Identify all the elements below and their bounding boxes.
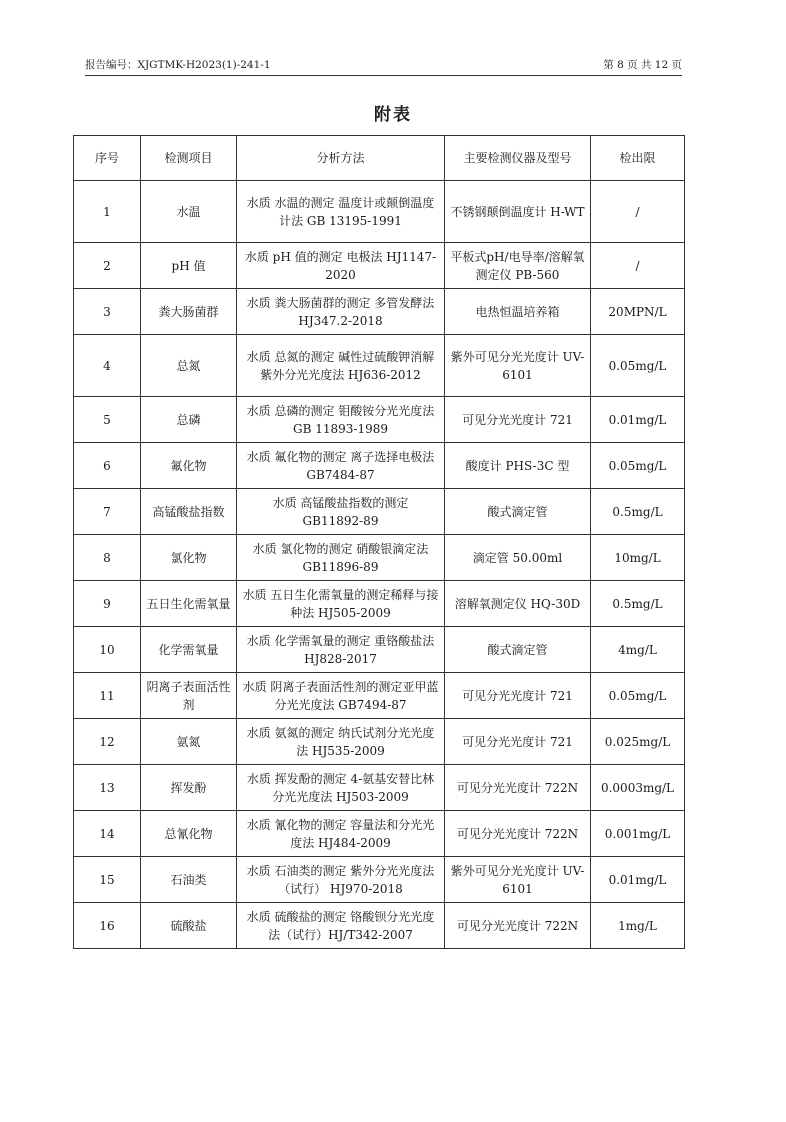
table-row	[74, 335, 685, 397]
cell-method: 水质 硫酸盐的测定 铬酸钡分光光度法（试行）HJ/T342-2007	[237, 903, 445, 949]
cell-limit: 0.001mg/L	[591, 811, 685, 857]
table-row	[74, 857, 685, 903]
cell-no: 14	[74, 811, 141, 857]
column-header-no: 序号	[74, 136, 141, 181]
cell-instrument: 紫外可见分光光度计 UV-6101	[445, 857, 591, 903]
cell-item: 氟化物	[141, 443, 237, 489]
cell-item: 石油类	[141, 857, 237, 903]
cell-instrument: 酸式滴定管	[445, 489, 591, 535]
cell-item: 水温	[141, 181, 237, 243]
column-header-limit: 检出限	[591, 136, 685, 181]
cell-no: 12	[74, 719, 141, 765]
cell-limit: 4mg/L	[591, 627, 685, 673]
cell-item: 硫酸盐	[141, 903, 237, 949]
cell-no: 9	[74, 581, 141, 627]
cell-item: 阴离子表面活性剂	[141, 673, 237, 719]
table-row	[74, 243, 685, 289]
cell-no: 1	[74, 181, 141, 243]
cell-limit: 0.5mg/L	[591, 581, 685, 627]
cell-instrument: 平板式pH/电导率/溶解氧测定仪 PB-560	[445, 243, 591, 289]
table-row	[74, 627, 685, 673]
table-row	[74, 581, 685, 627]
table-row	[74, 397, 685, 443]
cell-method: 水质 氰化物的测定 容量法和分光光度法 HJ484-2009	[237, 811, 445, 857]
cell-limit: /	[591, 181, 685, 243]
cell-item: 氯化物	[141, 535, 237, 581]
cell-method: 水质 阴离子表面活性剂的测定亚甲蓝分光光度法 GB7494-87	[237, 673, 445, 719]
cell-item: 化学需氧量	[141, 627, 237, 673]
report-number: 报告编号：XJGTMK-H2023(1)-241-1	[85, 59, 271, 71]
cell-item: 高锰酸盐指数	[141, 489, 237, 535]
cell-no: 15	[74, 857, 141, 903]
cell-limit: 0.01mg/L	[591, 397, 685, 443]
cell-limit: 1mg/L	[591, 903, 685, 949]
cell-item: 氨氮	[141, 719, 237, 765]
cell-item: 总氮	[141, 335, 237, 397]
column-header-instrument: 主要检测仪器及型号	[445, 136, 591, 181]
cell-instrument: 可见分光光度计 722N	[445, 811, 591, 857]
cell-item: 挥发酚	[141, 765, 237, 811]
cell-instrument: 电热恒温培养箱	[445, 289, 591, 335]
test-methods-table	[73, 135, 685, 949]
page-title: 附表	[374, 105, 412, 125]
table-header-row	[74, 136, 685, 181]
cell-limit: 0.05mg/L	[591, 443, 685, 489]
cell-method: 水质 粪大肠菌群的测定 多管发酵法 HJ347.2-2018	[237, 289, 445, 335]
table-row	[74, 489, 685, 535]
table-row	[74, 765, 685, 811]
cell-method: 水质 五日生化需氧量的测定稀释与接种法 HJ505-2009	[237, 581, 445, 627]
cell-instrument: 紫外可见分光光度计 UV-6101	[445, 335, 591, 397]
table-row	[74, 535, 685, 581]
column-header-item: 检测项目	[141, 136, 237, 181]
cell-no: 8	[74, 535, 141, 581]
cell-no: 3	[74, 289, 141, 335]
cell-limit: 0.5mg/L	[591, 489, 685, 535]
table-row	[74, 443, 685, 489]
column-header-method: 分析方法	[237, 136, 445, 181]
cell-limit: 10mg/L	[591, 535, 685, 581]
cell-no: 4	[74, 335, 141, 397]
cell-method: 水质 化学需氧量的测定 重铬酸盐法 HJ828-2017	[237, 627, 445, 673]
table-row	[74, 673, 685, 719]
cell-instrument: 可见分光光度计 722N	[445, 903, 591, 949]
cell-no: 16	[74, 903, 141, 949]
cell-limit: 0.0003mg/L	[591, 765, 685, 811]
cell-instrument: 不锈钢颠倒温度计 H-WT	[445, 181, 591, 243]
cell-item: 总氰化物	[141, 811, 237, 857]
table-row	[74, 719, 685, 765]
cell-no: 2	[74, 243, 141, 289]
cell-instrument: 可见分光光度计 721	[445, 719, 591, 765]
cell-limit: 0.05mg/L	[591, 335, 685, 397]
cell-instrument: 溶解氧测定仪 HQ-30D	[445, 581, 591, 627]
cell-method: 水质 总氮的测定 碱性过硫酸钾消解紫外分光光度法 HJ636-2012	[237, 335, 445, 397]
cell-item: 粪大肠菌群	[141, 289, 237, 335]
table-row	[74, 903, 685, 949]
table-row	[74, 811, 685, 857]
cell-no: 13	[74, 765, 141, 811]
cell-method: 水质 总磷的测定 钼酸铵分光光度法 GB 11893-1989	[237, 397, 445, 443]
cell-limit: 0.01mg/L	[591, 857, 685, 903]
cell-method: 水质 石油类的测定 紫外分光光度法（试行） HJ970-2018	[237, 857, 445, 903]
cell-instrument: 滴定管 50.00ml	[445, 535, 591, 581]
cell-method: 水质 氟化物的测定 离子选择电极法 GB7484-87	[237, 443, 445, 489]
cell-method: 水质 挥发酚的测定 4-氨基安替比林分光光度法 HJ503-2009	[237, 765, 445, 811]
cell-limit: 0.025mg/L	[591, 719, 685, 765]
table-row	[74, 289, 685, 335]
cell-method: 水质 水温的测定 温度计或颠倒温度计法 GB 13195-1991	[237, 181, 445, 243]
cell-item: pH 值	[141, 243, 237, 289]
cell-instrument: 酸式滴定管	[445, 627, 591, 673]
cell-instrument: 可见分光光度计 722N	[445, 765, 591, 811]
cell-no: 7	[74, 489, 141, 535]
cell-instrument: 可见分光光度计 721	[445, 673, 591, 719]
cell-no: 10	[74, 627, 141, 673]
cell-no: 5	[74, 397, 141, 443]
cell-method: 水质 pH 值的测定 电极法 HJ1147-2020	[237, 243, 445, 289]
cell-method: 水质 氯化物的测定 硝酸银滴定法 GB11896-89	[237, 535, 445, 581]
cell-method: 水质 高锰酸盐指数的测定 GB11892-89	[237, 489, 445, 535]
cell-method: 水质 氨氮的测定 纳氏试剂分光光度法 HJ535-2009	[237, 719, 445, 765]
cell-item: 总磷	[141, 397, 237, 443]
cell-instrument: 酸度计 PHS-3C 型	[445, 443, 591, 489]
page-number: 第 8 页 共 12 页	[603, 59, 682, 71]
cell-limit: 20MPN/L	[591, 289, 685, 335]
table-row	[74, 181, 685, 243]
cell-no: 6	[74, 443, 141, 489]
cell-item: 五日生化需氧量	[141, 581, 237, 627]
cell-no: 11	[74, 673, 141, 719]
cell-instrument: 可见分光光度计 721	[445, 397, 591, 443]
cell-limit: /	[591, 243, 685, 289]
page-header	[85, 52, 682, 76]
cell-limit: 0.05mg/L	[591, 673, 685, 719]
